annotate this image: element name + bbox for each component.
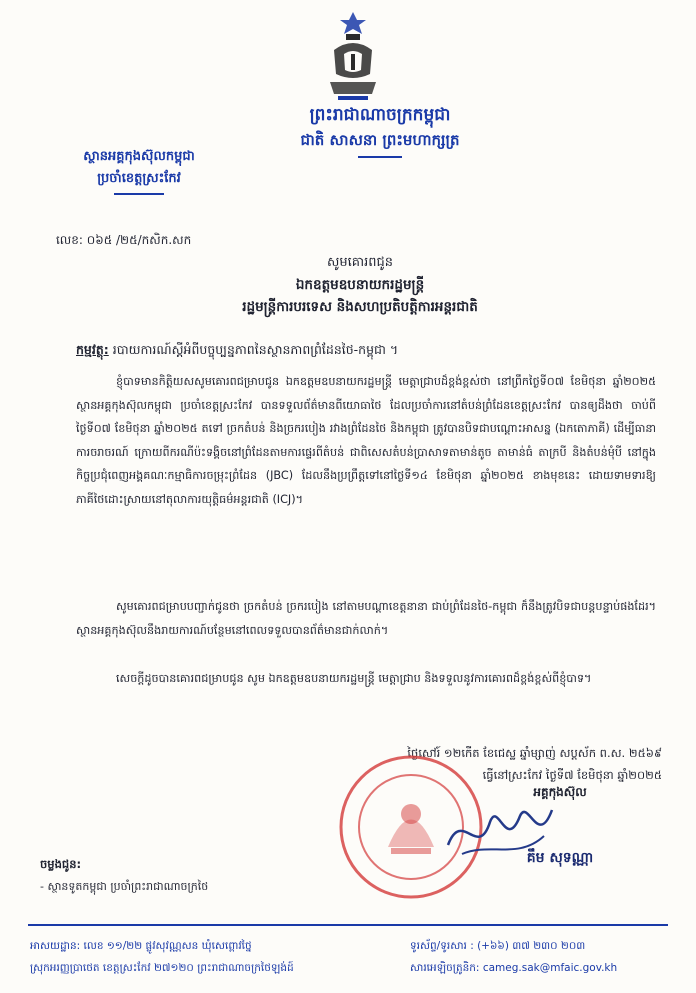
address-line-1: អាសយដ្ឋាន: លេខ ១១/២២ ផ្លូវសុវណ្ណសន ឃុំសេព្ពោវថ្នៃ [30, 940, 252, 952]
phone-number: : (+៦៦) ៣៧ ២៣០ ២០៣ [470, 940, 586, 952]
subject-label: កម្មវត្ថុ: [76, 342, 109, 357]
recipient-title: ឯកឧត្តមឧបនាយករដ្ឋមន្ត្រី [295, 277, 425, 293]
recipient-ministry: រដ្ឋមន្ត្រីការបរទេស និងសហប្រតិបត្តិការអន្តរជាតិ [242, 299, 478, 315]
royal-crest-icon [324, 10, 382, 102]
address-line-2: ស្រុកអរញ្ញប្រាថេត ខេត្តស្រះកែវ ២៧១២០ ព្រះរាជាណាចក្រថៃឡង់ដ៍ [30, 962, 294, 974]
cc-recipient: - ស្ថានទូតកម្ពុជា ប្រចាំព្រះរាជាណាចក្រថៃ [40, 880, 209, 893]
issuer-divider [114, 193, 164, 195]
paragraph-text: ខ្ញុំបាទមានកិត្តិយសសូមគោរពជម្រាបជូន ឯកឧត្តមឧបនាយករដ្ឋមន្ត្រី មេត្តាជ្រាបដ៏ខ្ពង់ខ្ពស់ថា នៅព្រឹកថ្ងៃទី០៧ ខែមិថុនា ឆ្នាំ២០២៥ ស្ថានអគ្គកុងស៊ុលកម្ពុជា ប្រចាំខេត្តស្រះកែវ បានទទួលព័ត៌មានពីយោធាថៃ ដែលប្រចាំការនៅតំបន់ព្រំដែនខេត្តស្រះកែវ បានឲ្យដឹងថា ចាប់ពីថ្ងៃទី០៧ ខែមិថុនា ឆ្នាំ២០២៥ តទៅ ច្រកតំបន់ និងច្រករបៀង រវាងព្រំដែនថៃ និងកម្ពុជា ត្រូវបានបិទជាបណ្តោះអាសន្ន (ឯកតោភាគី) ដើម្បីធានាការចរាចរណ៍ ក្រោយពីករណីប៉ះទង្គិចនៅព្រំដែនតាមការផ្ទេរពីតំបន់ ជាពិសេសតំបន់ប្រាសាទតាមាន់តូច តាមាន់ធំ តាក្របី និងតំបន់មុំបី នៅក្នុងកិច្ចប្រជុំពេញអង្គគណៈកម្មាធិការចម្រុះព្រំដែន (JBC) ដែលនឹងប្រព្រឹត្តទៅនៅថ្ងៃទី១៤ ខែមិថុនា ឆ្នាំ២០២៥ ខាងមុខនេះ ដោយទាមទារឱ្យភាគីថៃដោះស្រាយនៅតុលាការយុត្តិធម៌អន្តរជាតិ (ICJ)។ [76, 375, 656, 506]
cc-title: ចម្លងជូន: [40, 857, 82, 871]
kingdom-name: ព្រះរាជាណាចក្រកម្ពុជា [309, 105, 451, 125]
issuer-block [34, 148, 244, 195]
recipient-block [190, 252, 530, 318]
signatory-name: គឹម សុទណ្ណា [526, 850, 594, 866]
consulate-name: ស្ថានអគ្គកុងស៊ុលកម្ពុជា [83, 149, 195, 164]
subject-line [76, 340, 656, 360]
email-label: សារអេឡិចត្រូនិក: [410, 962, 480, 974]
national-motto: ជាតិ សាសនា ព្រះមហាក្សត្រ [300, 131, 460, 149]
phone-line [410, 935, 680, 957]
lunar-date: ថ្ងៃសៅរ៍ ១២កើត ខែជេស្ឋ ឆ្នាំម្សាញ់ សប្តស័ក ព.ស. ២៥៦៩ [407, 746, 662, 760]
body-paragraph-1 [76, 370, 656, 512]
body-paragraph-2 [76, 595, 656, 642]
phone-label: ទូរស័ព្ទ/ទូរសារ [410, 940, 467, 952]
kingdom-motto [230, 104, 530, 158]
signatory-title: អគ្គកុងស៊ុល [533, 785, 587, 799]
email-address: cameg.sak@mfaic.gov.kh [482, 962, 618, 974]
consulate-location: ប្រចាំខេត្តស្រះកែវ [97, 171, 181, 186]
footer-divider [28, 924, 668, 926]
body-paragraph-3 [76, 667, 656, 691]
footer-address [30, 935, 380, 979]
footer-contact [410, 935, 680, 979]
subject-text: របាយការណ៍ស្តីអំពីបច្ចុប្បន្នភាពនៃស្ថានភាពព្រំដែនថៃ-កម្ពុជា ។ [108, 342, 399, 357]
paragraph-text: សេចក្តីដូចបានគោរពជម្រាបជូន សូម ឯកឧត្តមឧបនាយករដ្ឋមន្ត្រី មេត្តាជ្រាប និងទទួលនូវការគោរពដ៏ខ្ពង់ខ្ពស់ពីខ្ញុំបាទ។ [116, 672, 592, 685]
solar-date: ធ្វើនៅស្រះកែវ ថ្ងៃទី៧ ខែមិថុនា ឆ្នាំ២០២៥ [482, 768, 662, 782]
salutation: សូមគោរពជូន [326, 255, 393, 270]
motto-divider [358, 156, 402, 158]
email-line [410, 957, 680, 979]
paragraph-text: សូមគោរពជម្រាបបញ្ជាក់ជូនថា ច្រកតំបន់ ច្រករបៀង នៅតាមបណ្តាខេត្តនានា ជាប់ព្រំដែនថៃ-កម្ពុជា ក៏នឹងត្រូវបិទជាបន្តបន្ទាប់ផងដែរ។ ស្ថានអគ្គកុងស៊ុលនឹងរាយការណ៍បន្ថែមនៅពេលទទួលបានព័ត៌មានជាក់លាក់។ [76, 600, 656, 637]
reference-number: លេខ: ០៦៥ /២៥/កសិក.សក [56, 233, 192, 247]
cc-block [40, 857, 208, 896]
